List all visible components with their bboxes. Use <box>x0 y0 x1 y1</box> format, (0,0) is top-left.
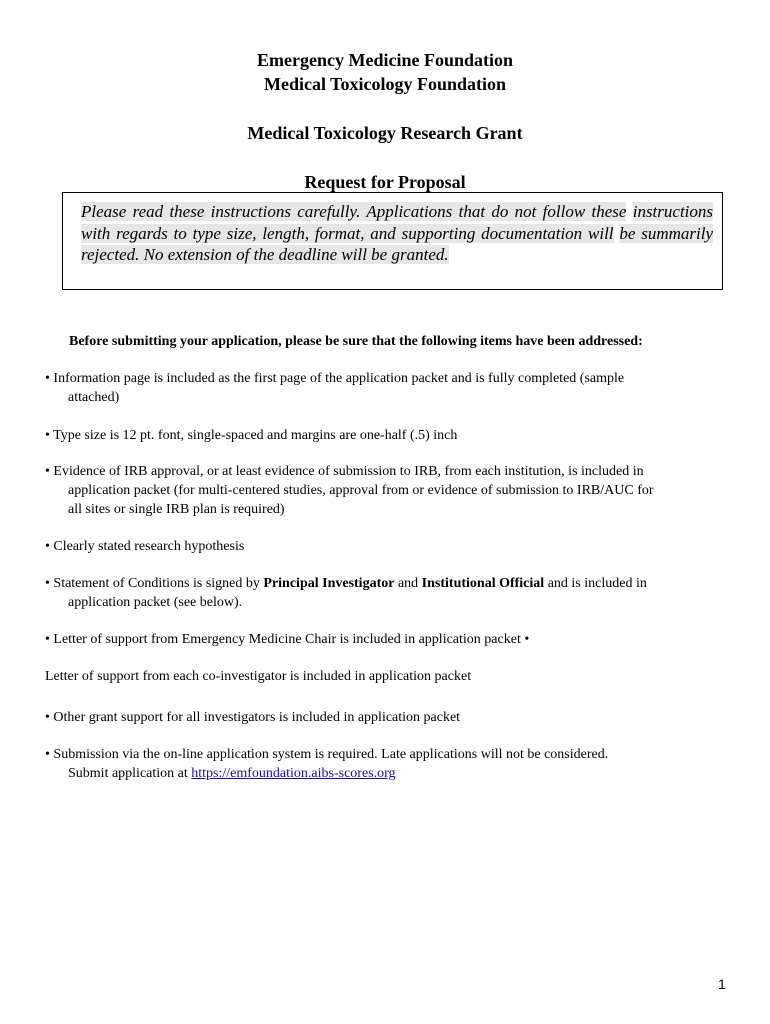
checklist-item-continuation: attached) <box>68 390 120 405</box>
checklist-item-type-size <box>45 426 725 445</box>
page-number: 1 <box>718 976 726 992</box>
checklist-item-continuation: all sites or single IRB plan is required) <box>68 502 285 517</box>
checklist-item-text: • Letter of support from Emergency Medicine Chair is included in application packet • <box>45 632 530 647</box>
checklist-item-chair-letter <box>45 630 725 649</box>
checklist-item-text: and <box>394 576 422 591</box>
checklist-item-text: Letter of support from each co-investigator is included in application packet <box>45 669 472 684</box>
checklist-item-hypothesis <box>45 537 725 556</box>
checklist-item-grant-support <box>45 708 725 727</box>
checklist-item-text: • Statement of Conditions is signed by <box>45 576 264 591</box>
checklist-heading: Before submitting your application, please be sure that the following items have been addressed: <box>69 334 643 349</box>
submit-prefix-text: Submit application at <box>68 766 192 781</box>
checklist-item-text: • Other grant support for all investigators is included in application packet <box>45 710 461 725</box>
org-title-2: Medical Toxicology Foundation <box>263 74 507 94</box>
checklist-item-continuation <box>45 764 725 783</box>
document-title: Request for Proposal <box>304 172 466 192</box>
notice-line-2: instructions with regards to type size, length, format, and supporting documentation will <box>81 202 714 243</box>
checklist-item-text: • Evidence of IRB approval, or at least evidence of submission to IRB, from each institution, is included in <box>45 464 644 479</box>
checklist-item-text: • Type size is 12 pt. font, single-spaced and margins are one-half (.5) inch <box>45 428 458 443</box>
checklist-item-coinvestigator-letter <box>45 667 725 686</box>
principal-investigator-label: Principal Investigator <box>263 576 395 591</box>
notice-line-1: Please read these instructions carefully. Applications that do not follow these <box>81 202 627 221</box>
checklist-item-text: and is included in <box>544 576 647 591</box>
org-title-1: Emergency Medicine Foundation <box>257 50 513 70</box>
instructions-notice-text <box>81 201 713 266</box>
checklist-item-information-page <box>45 369 725 407</box>
notice-line-3: be summarily rejected. No extension of the deadline will be granted. <box>81 223 713 264</box>
checklist-item-text: • Information page is included as the first page of the application packet and is fully completed (sample <box>45 371 625 386</box>
grant-title: Medical Toxicology Research Grant <box>247 123 523 143</box>
institutional-official-label: Institutional Official <box>421 576 545 591</box>
checklist-item-online-submission <box>45 745 725 783</box>
checklist-item-irb-approval <box>45 462 725 519</box>
checklist-item-text: • Submission via the on-line application system is required. Late applications will not be considered. <box>45 747 609 762</box>
checklist-item-continuation: application packet (for multi-centered studies, approval from or evidence of submission to IRB/AUC for <box>68 483 654 498</box>
application-site-link[interactable]: https://emfoundation.aibs-scores.org <box>191 766 396 781</box>
checklist-item-statement-of-conditions <box>45 574 725 612</box>
checklist-item-text: • Clearly stated research hypothesis <box>45 539 245 554</box>
checklist-item-continuation: application packet (see below). <box>68 595 243 610</box>
instructions-notice-box <box>62 192 723 290</box>
